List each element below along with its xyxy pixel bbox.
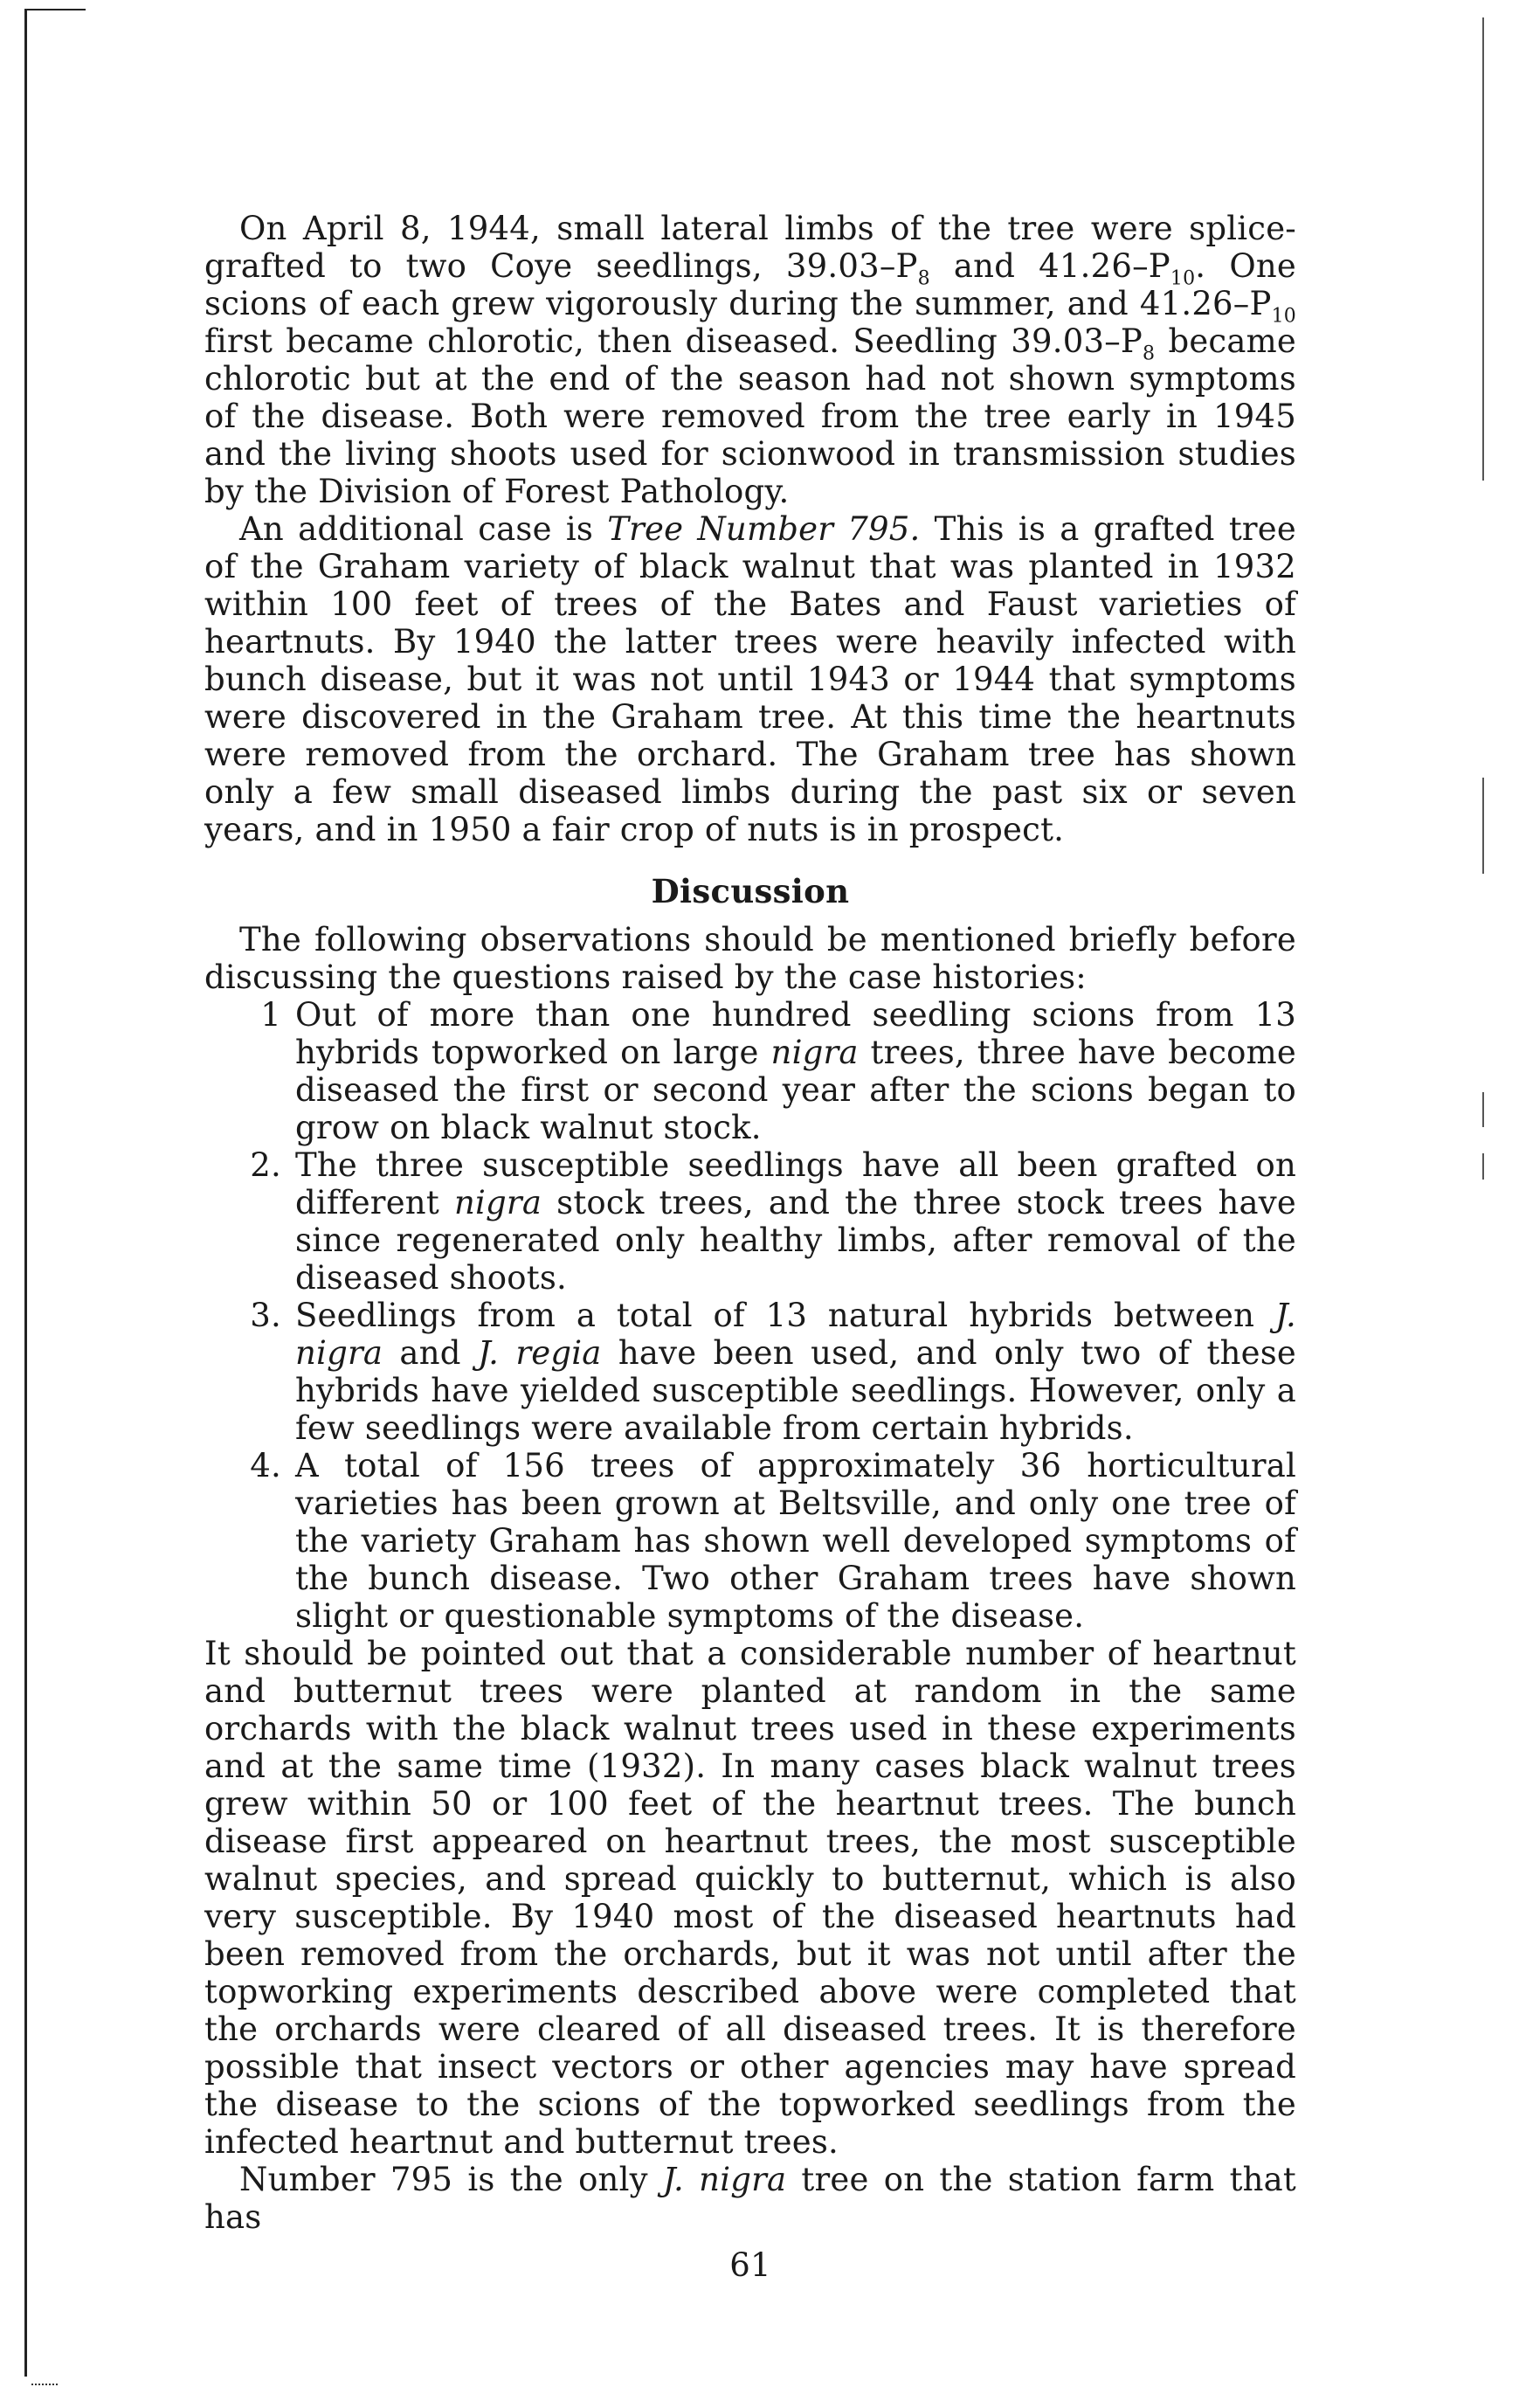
scan-artifact-line — [1482, 1092, 1484, 1127]
paragraph-tree-795: An additional case is Tree Number 795. This is a grafted tree of the Graham variety of black walnut that was planted in 1932 within 100 feet of trees of the Bates and Faust varieties of heartnuts. By 1940 the latter trees were heavily infected with bunch disease, but it was not until 1943 or 1944 that symptoms were discovered in the Graham tree. At this time the heartnuts were removed from the orchard. The Graham tree has shown only a few small diseased limbs during the past six or seven years, and in 1950 a fair crop of nuts is in prospect. — [204, 510, 1296, 848]
scan-smudge — [31, 2384, 58, 2389]
list-item: 3. Seedlings from a total of 13 natural hybrids between J. nigra and J. regia have been used, and only two of these hybrids have yielded susceptible seedlings. However, only a few seedlings were available from certain hybrids. — [250, 1297, 1296, 1447]
page-number: 61 — [729, 2246, 771, 2284]
list-item: 4. A total of 156 trees of approximately 36 horticultural varieties has been grown at Beltsville, and only one tree of the variety Graham has shown well developed symptoms of the bunch disease. Two other Graham trees have shown slight or questionable symptoms of the disease. — [250, 1447, 1296, 1635]
paragraph-grafting: On April 8, 1944, small lateral limbs of the tree were splice-grafted to two Coye seedlings, $39.03-P_8$ and $41.26-P_{10}$. One scions of each grew vigorously during the summer, and $41.26-P_{10}$ first became chlorotic, then diseased. Seedling $39.03-P_8$ became chlorotic but at the end of the season had not shown symptoms of the disease. Both were removed from the tree early in 1945 and the living shoots used for scionwood in transmission studies by the Division of Forest Pathology. — [204, 210, 1296, 510]
paragraph-observations-intro: The following observations should be mentioned briefly before discussing the questions raised by the case histories: — [204, 921, 1296, 996]
scan-artifact-line — [1482, 778, 1484, 874]
list-item: 2. The three susceptible seedlings have all been grafted on different nigra stock trees, and the three stock trees have since regenerated only healthy limbs, after removal of the diseased shoots. — [250, 1146, 1296, 1297]
paragraph-number-795: Number 795 is the only J. nigra tree on the station farm that has — [204, 2161, 1296, 2236]
scan-artifact-line — [1482, 1153, 1484, 1180]
scan-border-left — [24, 9, 27, 2377]
document-page — [204, 210, 1296, 2284]
scan-artifact-line — [1482, 17, 1484, 481]
scan-border-top — [24, 9, 86, 10]
section-heading: Discussion — [651, 872, 850, 910]
list-item: 1 Out of more than one hundred seedling scions from 13 hybrids topworked on large nigra trees, three have become diseased the first or second year after the scions began to grow on black walnut stock. — [260, 996, 1296, 1146]
observations-list — [204, 996, 1296, 1635]
paragraph-heartnut-butternut: It should be pointed out that a considerable number of heartnut and butternut trees were planted at random in the same orchards with the black walnut trees used in these experiments and at the same time (1932). In many cases black walnut trees grew within 50 or 100 feet of the heartnut trees. The bunch disease first appeared on heartnut trees, the most susceptible walnut species, and spread quickly to butternut, which is also very susceptible. By 1940 most of the diseased heartnuts had been removed from the orchards, but it was not until after the topworking experiments described above were completed that the orchards were cleared of all diseased trees. It is therefore possible that insect vectors or other agencies may have spread the disease to the scions of the topworked seedlings from the infected heartnut and butternut trees. — [204, 1635, 1296, 2161]
